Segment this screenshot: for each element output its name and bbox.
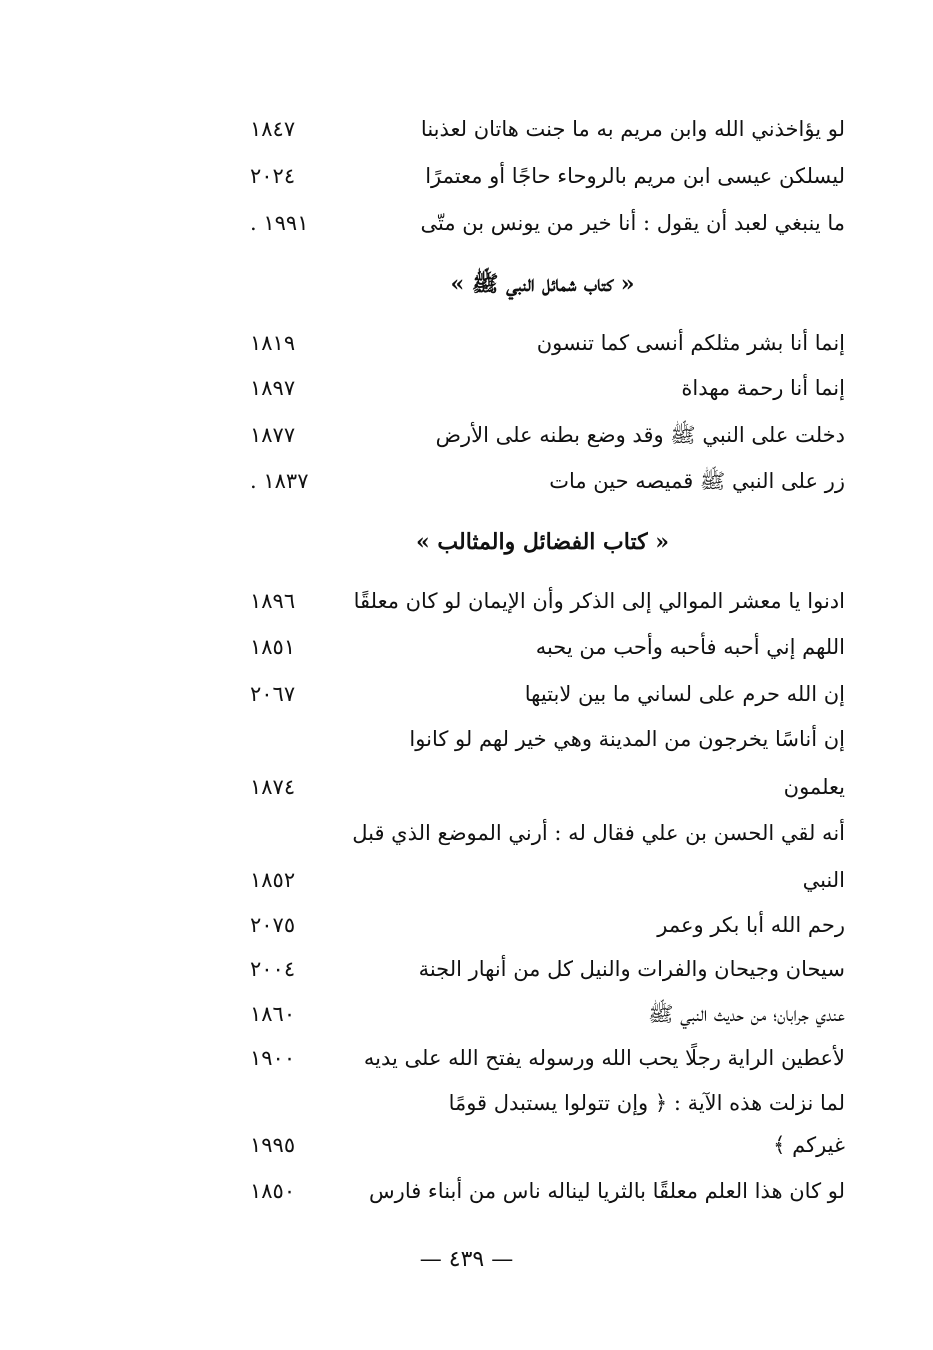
entry-text: لما نزلت هذه الآية : ﴿ وإن تتولوا يستبدل قومًا	[448, 1091, 845, 1115]
entry-text: ما ينبغي لعبد أن يقول : أنا خير من يونس بن متّى	[420, 211, 845, 235]
entry-number: ١٨٣٧ .	[250, 469, 309, 493]
index-entry	[240, 155, 845, 197]
index-entry	[240, 948, 845, 990]
index-entry	[240, 859, 845, 901]
entry-text: غيركم ﴾	[773, 1133, 845, 1157]
entry-number: ١٨٤٧	[250, 117, 296, 141]
entry-number: ١٨١٩	[250, 331, 296, 355]
index-entry	[240, 812, 845, 854]
entry-number: ١٨٧٧	[250, 423, 296, 447]
entry-text: إن أناسًا يخرجون من المدينة وهي خير لهم لو كانوا	[409, 727, 845, 751]
index-entry	[240, 414, 845, 456]
entry-number: ١٨٩٧	[250, 376, 296, 400]
entry-number: ١٩٠٠	[250, 1046, 296, 1070]
entry-text: سيحان وجيحان والفرات والنيل كل من أنهار الجنة	[418, 957, 845, 981]
entry-number: ١٨٥١	[250, 635, 296, 659]
index-entry	[240, 367, 845, 409]
entry-number: ١٨٩٦	[250, 589, 296, 613]
index-entry	[240, 718, 845, 760]
entry-text: يعلمون	[783, 775, 845, 799]
entry-number: ١٨٥٠	[250, 1179, 296, 1203]
entry-text: ليسلكن عيسى ابن مريم بالروحاء حاجًا أو معتمرًا	[425, 164, 845, 188]
index-entry	[240, 108, 845, 150]
entry-text: أنه لقي الحسن بن علي فقال له : أرني الموضع الذي قبل	[352, 821, 845, 845]
entry-number: ١٨٦٠	[250, 1002, 296, 1026]
entry-number: ١٨٥٢	[250, 868, 296, 892]
section-heading-fadail: « كتاب الفضائل والمثالب »	[416, 529, 669, 555]
entry-text: عندي جرابان؛ من حديث النبي ﷺ	[648, 1002, 845, 1026]
entry-number: ١٩٩١ .	[250, 211, 309, 235]
index-entry	[240, 1170, 845, 1212]
entry-number: ١٨٧٤	[250, 775, 296, 799]
entry-text: ادنوا يا معشر الموالي إلى الذكر وأن الإيمان لو كان معلقًا	[353, 589, 845, 613]
entry-text: النبي	[802, 868, 845, 892]
entry-text: زر على النبي ﷺ قميصه حين مات	[549, 469, 845, 493]
entry-number: ٢٠٢٤	[250, 164, 296, 188]
entry-text: دخلت على النبي ﷺ وقد وضع بطنه على الأرض	[435, 423, 845, 447]
index-entry	[240, 993, 845, 1035]
index-entry	[240, 766, 845, 808]
index-entry	[240, 904, 845, 946]
entry-text: لأعطين الراية رجلًا يحب الله ورسوله يفتح الله على يديه	[363, 1046, 845, 1070]
index-entry	[240, 322, 845, 364]
entry-text: لو يؤاخذني الله وابن مريم به ما جنت هاتان لعذبنا	[420, 117, 845, 141]
entry-text: اللهم إني أحبه فأحبه وأحب من يحبه	[535, 635, 845, 659]
index-entry	[240, 580, 845, 622]
entry-text: رحم الله أبا بكر وعمر	[657, 913, 845, 937]
index-entry	[240, 1124, 845, 1166]
section-heading-shamail: « كتاب شمائل النبي ﷺ »	[450, 271, 635, 297]
entry-text: إنما أنا رحمة مهداة	[681, 376, 845, 400]
index-entry	[240, 202, 845, 244]
entry-text: إنما أنا بشر مثلكم أنسى كما تنسون	[536, 331, 845, 355]
index-entry	[240, 673, 845, 715]
index-entry	[240, 1082, 845, 1124]
index-entry	[240, 460, 845, 502]
entry-text: إن الله حرم على لساني ما بين لابتيها	[524, 682, 845, 706]
entry-number: ١٩٩٥	[250, 1133, 296, 1157]
entry-number: ٢٠٦٧	[250, 682, 296, 706]
index-entry	[240, 626, 845, 668]
entry-text: لو كان هذا العلم معلقًا بالثريا ليناله ناس من أبناء فارس	[369, 1179, 845, 1203]
entry-number: ٢٠٧٥	[250, 913, 296, 937]
entry-number: ٢٠٠٤	[250, 957, 296, 981]
index-entry	[240, 1037, 845, 1079]
page-number: — ٤٣٩ —	[419, 1247, 514, 1272]
